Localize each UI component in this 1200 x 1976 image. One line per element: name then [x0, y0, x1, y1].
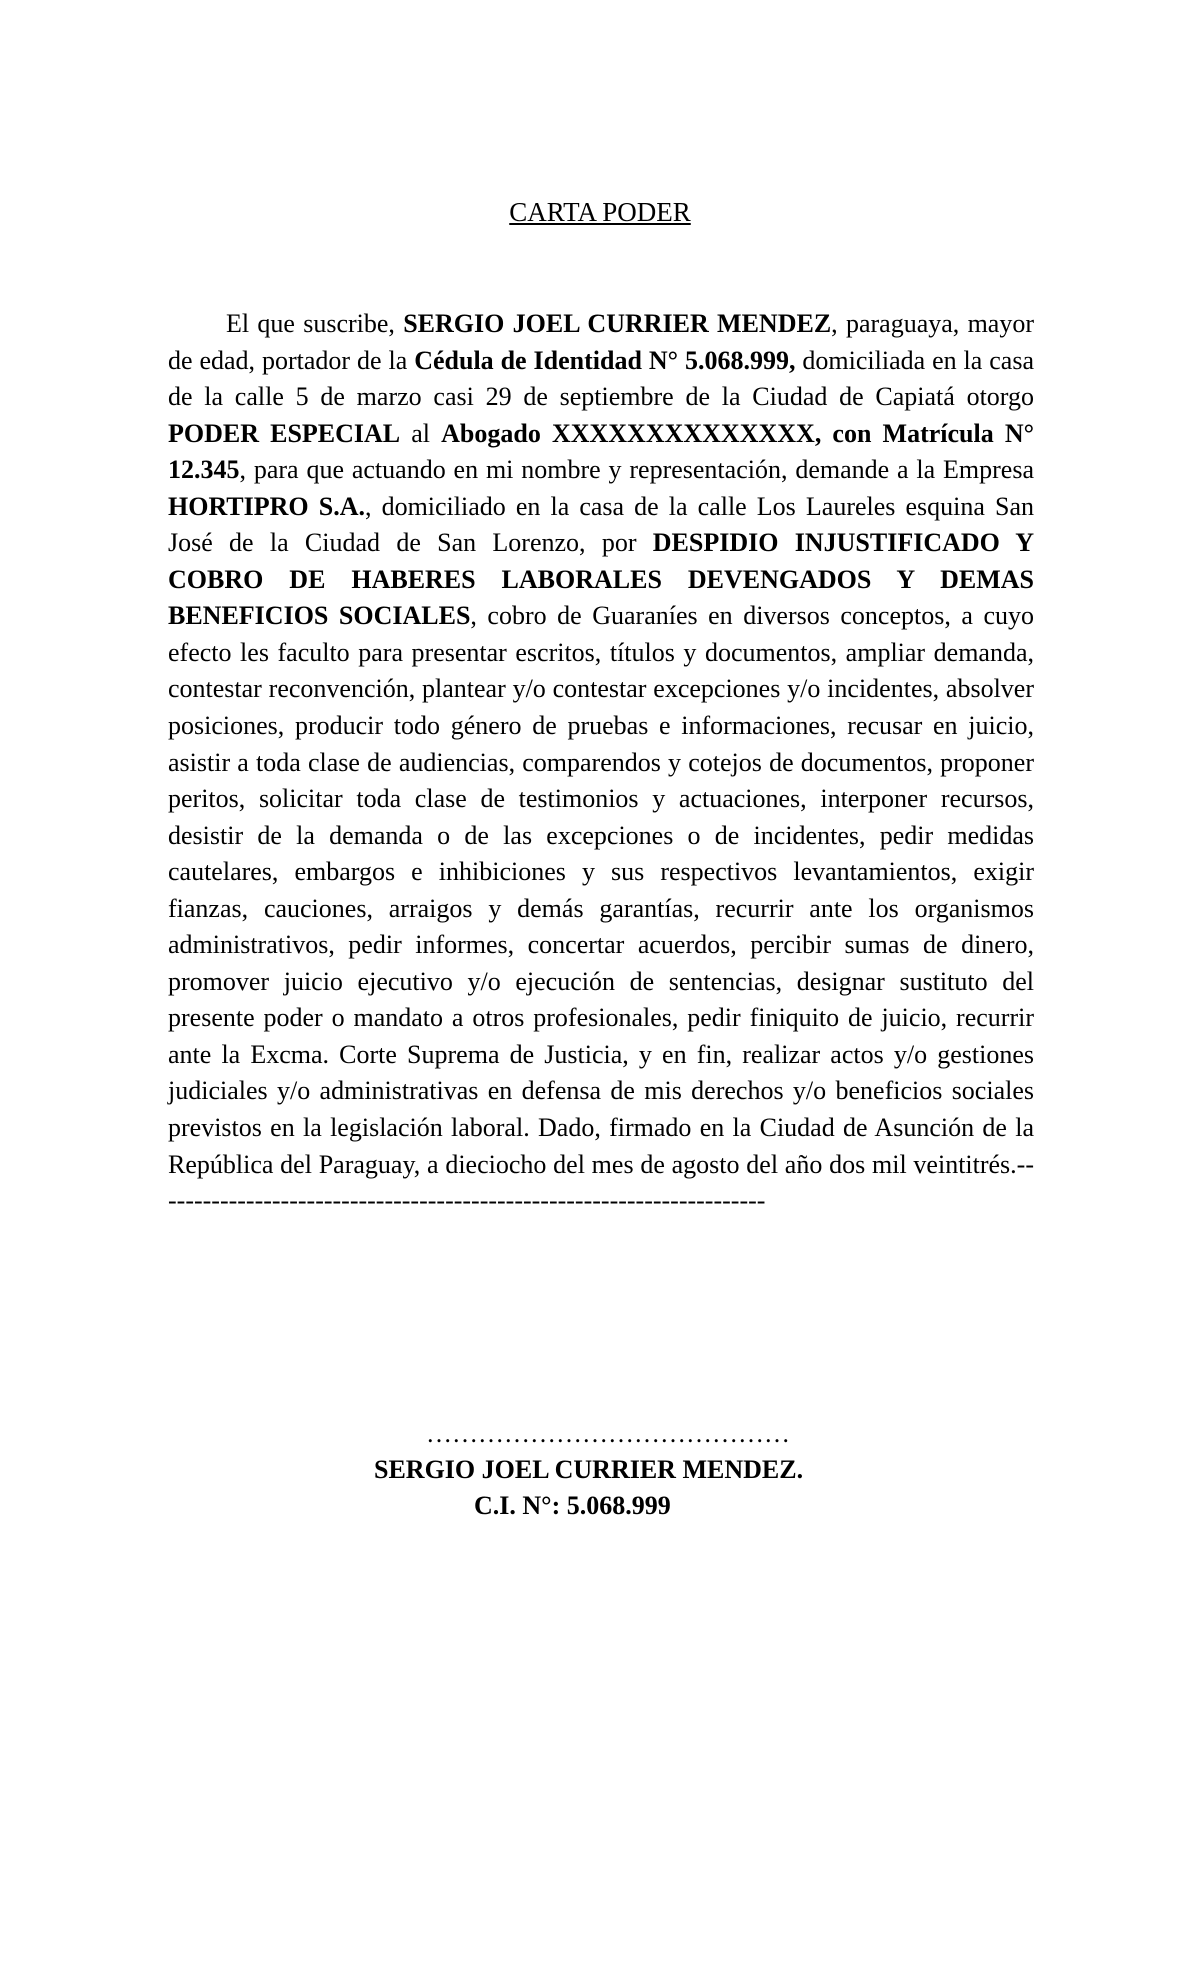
body-text-segment: domiciliada en la casa de la calle 5 de marzo casi 29 de septiembre de la Ciudad de Capiatá otorgo — [168, 345, 1034, 412]
body-text-segment: al — [400, 418, 442, 448]
power-type: PODER ESPECIAL — [168, 418, 401, 448]
company-name: HORTIPRO S.A. — [168, 491, 365, 521]
signature-id: C.I. N°: 5.068.999 — [474, 1491, 671, 1520]
body-text-segment: , cobro de Guaraníes en diversos conceptos, a cuyo efecto les faculto para presentar escritos, títulos y documentos, ampliar demanda, contestar reconvención, plantear y/o contestar excepciones y/o incidentes, absolver posiciones, producir todo género de pruebas e informaciones, recusar en juicio, asistir a toda clase de audiencias, comparendos y cotejos de documentos, proponer peritos, solicitar toda clase de testimonios y actuaciones, interponer recursos, desistir de la demanda o de las excepciones o de incidentes, pedir medidas cautelares, embargos e inhibiciones y sus respectivos levantamientos, exigir fianzas, cauciones, arraigos y demás garantías, recurrir ante los organismos administrativos, pedir informes, concertar acuerdos, percibir sumas de dinero, promover juicio ejecutivo y/o ejecución de sentencias, designar sustituto del presente poder o mandato a otros profesionales, pedir finiquito de juicio, recurrir ante la Excma. Corte Suprema de Justicia, y en fin, realizar actos y/o gestiones judiciales y/o administrativas en defensa de mis derechos y/o beneficios sociales previstos en la legislación laboral. Dado, firmado en la Ciudad de Asunción de la República del Paraguay, a dieciocho del mes de agosto del año dos mil veintitrés.----------------------------------------------------------------------- — [168, 601, 1034, 1216]
document-title: CARTA PODER — [509, 197, 691, 227]
body-text-segment: , paraguaya, mayor de edad, portador de la — [168, 309, 1034, 375]
grantor-name: SERGIO JOEL CURRIER MENDEZ — [403, 309, 832, 338]
signature-name: SERGIO JOEL CURRIER MENDEZ. — [374, 1455, 804, 1484]
signature-line: …………………………………… — [426, 1419, 790, 1448]
body-text-segment: El que suscribe, — [226, 309, 404, 338]
body-text-segment: , para que actuando en mi nombre y representación, demande a la Empresa — [239, 455, 1034, 485]
body-text-segment: , domiciliado en la casa de la calle Los Laureles esquina San José de la Ciudad de San Lorenzo, por — [168, 491, 1034, 558]
document-body — [168, 306, 1034, 1220]
attorney-info: Abogado XXXXXXXXXXXXXX, con Matrícula N° 12.345 — [168, 418, 1034, 485]
claim-description: DESPIDIO INJUSTIFICADO Y COBRO DE HABERES LABORALES DEVENGADOS Y DEMAS BENEFICIOS SOCIALES — [168, 528, 1034, 631]
grantor-id: Cédula de Identidad N° 5.068.999, — [414, 345, 796, 375]
